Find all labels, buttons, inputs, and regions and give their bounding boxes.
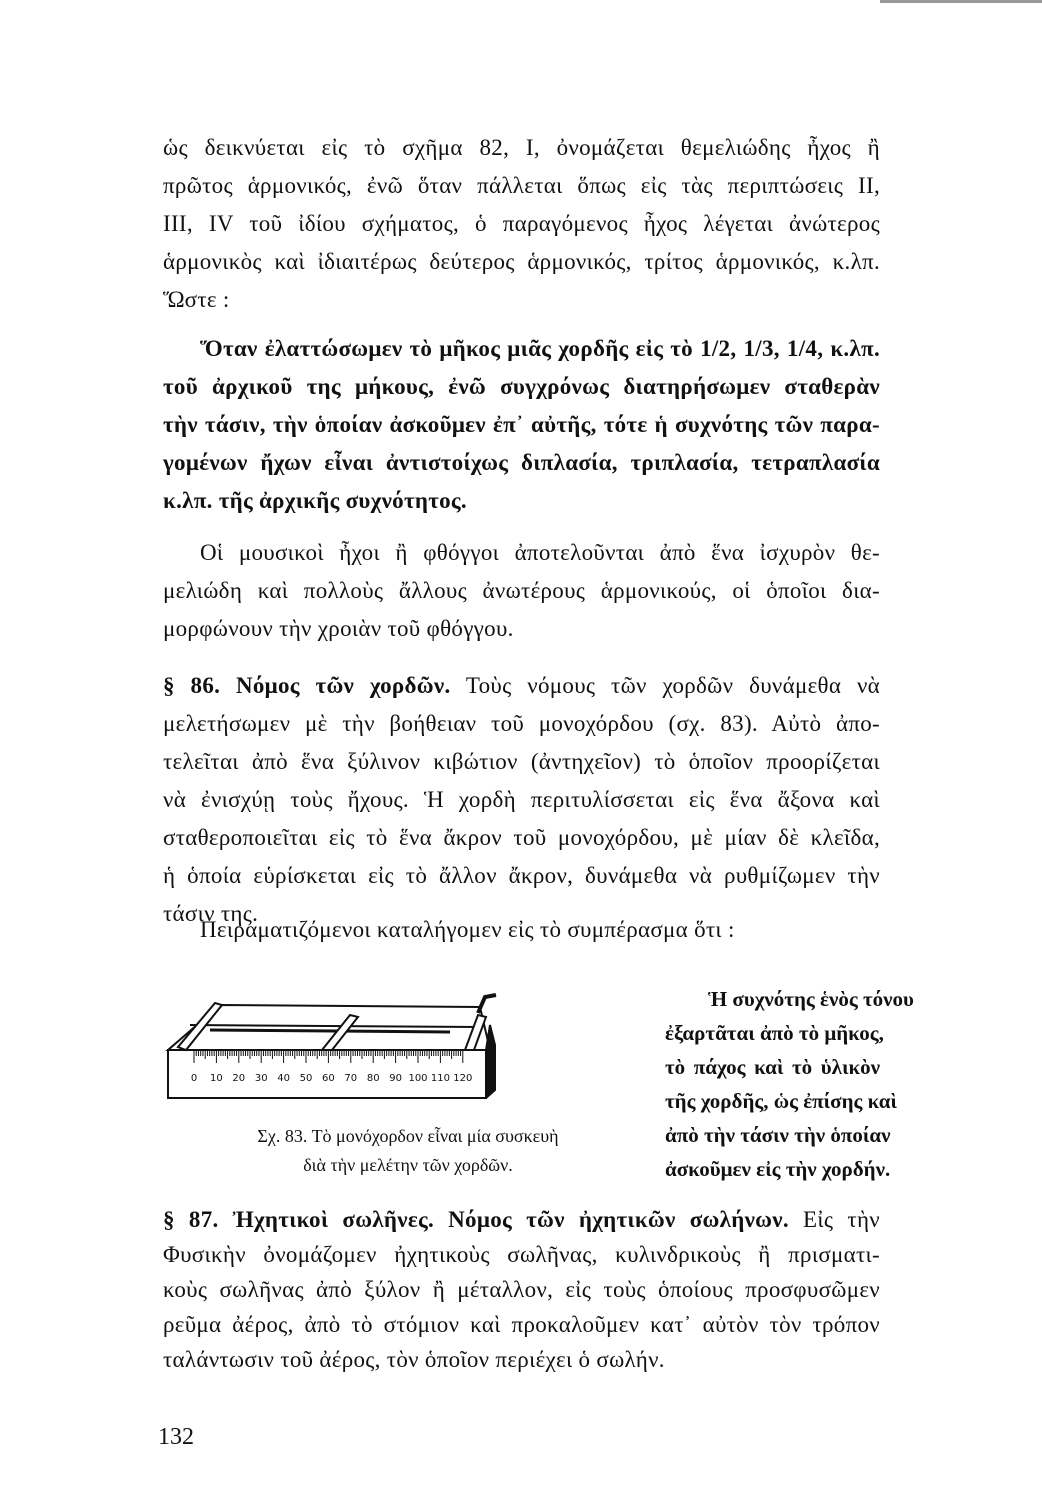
- text-line: ἡ ὁποία εὑρίσκεται εἰς τὸ ἄλλον ἄκρον, δυνάμεθα νὰ ρυθμίζωμεν τὴν: [163, 863, 880, 888]
- text-line: [163, 1205, 880, 1235]
- ruler-label: 100: [408, 1073, 428, 1084]
- text-line: σταθεροποιεῖται εἰς τὸ ἕνα ἄκρον τοῦ μονοχόρδου, μὲ μίαν δὲ κλεῖδα,: [163, 825, 880, 850]
- caption-line: διὰ τὴν μελέτην τῶν χορδῶν.: [303, 1155, 513, 1175]
- text-line: Ὥστε :: [163, 287, 230, 312]
- text-line: μελετήσωμεν μὲ τὴν βοήθειαν τοῦ μονοχόρδου (σχ. 83). Αὐτὸ ἀπο-: [163, 711, 880, 736]
- text-line: ὡς δεικνύεται εἰς τὸ σχῆμα 82, Ι, ὀνομάζεται θεμελιώδης ἦχος ἢ: [163, 135, 880, 160]
- text-line: Φυσικὴν ὀνομάζομεν ἠχητικοὺς σωλῆνας, κυλινδρικοὺς ἢ πρισματι-: [163, 1242, 880, 1267]
- text-line: ΙΙΙ, IV τοῦ ἰδίου σχήματος, ὁ παραγόμενος ἦχος λέγεται ἀνώτερος: [163, 211, 880, 236]
- ruler-label: 0: [190, 1073, 198, 1084]
- ruler-label: 70: [344, 1073, 358, 1084]
- text-line: ἀπὸ τὴν τάσιν τὴν ὁποίαν: [665, 1123, 891, 1147]
- section-heading: § 87. Ἠχητικοὶ σωλῆνες. Νόμος τῶν ἠχητικῶν σωλήνων.: [163, 1207, 789, 1232]
- text-line: τοῦ ἀρχικοῦ της μήκους, ἐνῶ συγχρόνως διατηρήσωμεν σταθερὰν: [163, 374, 880, 399]
- page-number: 132: [158, 1424, 194, 1450]
- caption-line: Σχ. 83. Τὸ μονόχορδον εἶναι μία συσκευὴ: [257, 1126, 559, 1146]
- scan-edge-line: [880, 0, 1042, 3]
- text-line: μελιώδη καὶ πολλοὺς ἄλλους ἀνωτέρους ἁρμονικούς, οἱ ὁποῖοι δια-: [163, 578, 880, 603]
- text-line: ἀσκοῦμεν εἰς τὴν χορδήν.: [665, 1157, 891, 1181]
- text-line: γομένων ἤχων εἶναι ἀντιστοίχως διπλασία, τριπλασία, τετραπλασία: [163, 450, 880, 475]
- ruler-label: 50: [299, 1073, 313, 1084]
- text-line: τελεῖται ἀπὸ ἕνα ξύλινον κιβώτιον (ἀντηχεῖον) τὸ ὁποῖον προορίζεται: [163, 749, 880, 774]
- text-line: Πειραματιζόμενοι καταλήγομεν εἰς τὸ συμπέρασμα ὅτι :: [200, 917, 735, 942]
- monochord-figure: [160, 985, 650, 1115]
- ruler-label: 10: [210, 1073, 223, 1084]
- text-span: Τοὺς νόμους τῶν χορδῶν δυνάμεθα νὰ: [450, 673, 880, 698]
- text-line: κ.λπ. τῆς ἀρχικῆς συχνότητος.: [163, 488, 467, 513]
- ruler-label: 40: [277, 1073, 290, 1084]
- text-line: νὰ ἐνισχύῃ τοὺς ἤχους. Ἡ χορδὴ περιτυλίσσεται εἰς ἕνα ἄξονα καὶ: [163, 787, 880, 812]
- ruler-label: 20: [232, 1073, 246, 1084]
- text-line: [163, 671, 880, 701]
- text-line: τάσιν της.: [163, 901, 259, 926]
- text-line: Ὅταν ἐλαττώσωμεν τὸ μῆκος μιᾶς χορδῆς εἰς τὸ 1/2, 1/3, 1/4, κ.λπ.: [200, 336, 880, 361]
- ruler-labels: [191, 1073, 473, 1084]
- text-span: Εἰς τὴν: [788, 1207, 881, 1232]
- ruler-label: 120: [453, 1073, 473, 1084]
- ruler-label: 60: [322, 1073, 335, 1084]
- text-line: τὸ πάχος καὶ τὸ ὑλικὸν: [665, 1055, 880, 1079]
- text-line: ταλάντωσιν τοῦ ἀέρος, τὸν ὁποῖον περιέχει ὁ σωλήν.: [163, 1347, 665, 1372]
- section-heading: § 86. Νόμος τῶν χορδῶν.: [163, 673, 451, 698]
- ruler-label: 80: [366, 1073, 380, 1084]
- text-line: μορφώνουν τὴν χροιὰν τοῦ φθόγγου.: [163, 616, 514, 641]
- text-line: ἁρμονικὸς καὶ ἰδιαιτέρως δεύτερος ἁρμονικός, τρίτος ἁρμονικός, κ.λπ.: [163, 249, 880, 274]
- ruler-label: 110: [430, 1073, 450, 1084]
- text-line: ἐξαρτᾶται ἀπὸ τὸ μῆκος,: [665, 1021, 884, 1045]
- text-line: τὴν τάσιν, τὴν ὁποίαν ἀσκοῦμεν ἐπ᾽ αὐτῆς, τότε ἡ συχνότης τῶν παρα-: [163, 412, 880, 437]
- ruler-label: 30: [254, 1073, 268, 1084]
- text-line: ρεῦμα ἀέρος, ἀπὸ τὸ στόμιον καὶ προκαλοῦμεν κατ᾽ αὐτὸν τὸν τρόπον: [163, 1312, 880, 1337]
- text-line: τῆς χορδῆς, ὡς ἐπίσης καὶ: [665, 1089, 897, 1113]
- text-line: πρῶτος ἁρμονικός, ἐνῶ ὅταν πάλλεται ὅπως εἰς τὰς περιπτώσεις ΙΙ,: [163, 173, 880, 198]
- ruler-label: 90: [389, 1073, 402, 1084]
- text-line: Ἡ συχνότης ἑνὸς τόνου: [708, 987, 914, 1011]
- text-line: Οἱ μουσικοὶ ἦχοι ἢ φθόγγοι ἀποτελοῦνται ἀπὸ ἕνα ἰσχυρὸν θε-: [200, 540, 880, 565]
- text-line: κοὺς σωλῆνας ἀπὸ ξύλον ἢ μέταλλον, εἰς τοὺς ὁποίους προσφυσῶμεν: [163, 1277, 880, 1302]
